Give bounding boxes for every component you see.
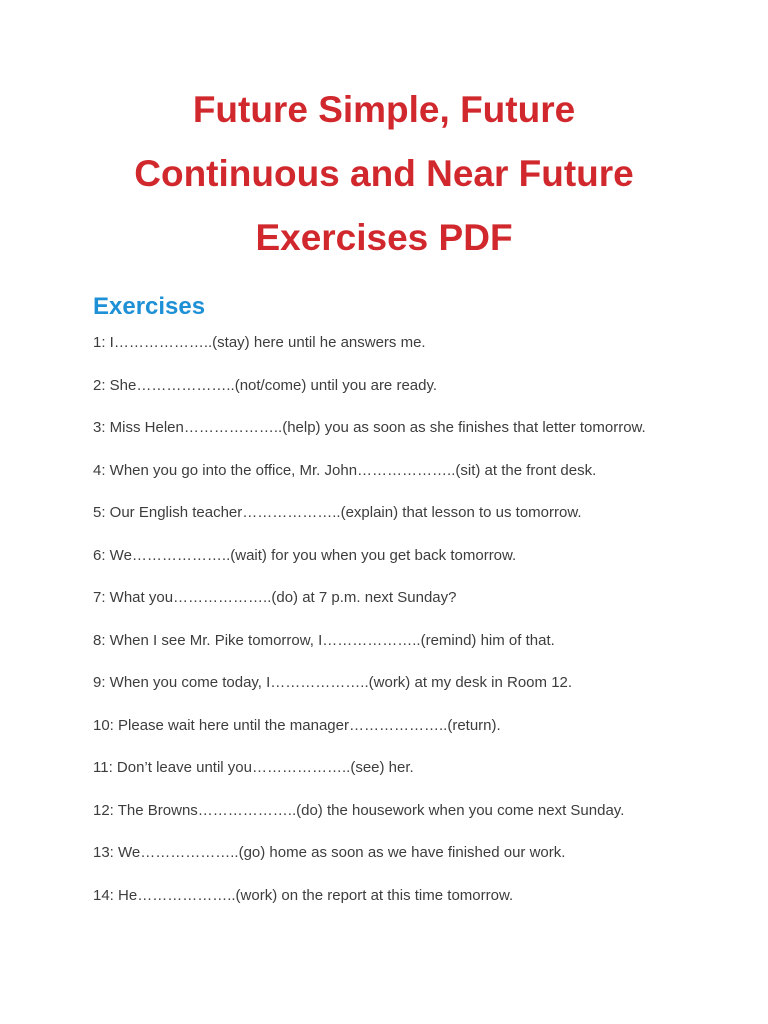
exercise-item-2: 2: She………………..(not/come) until you are ready. [93,376,438,394]
exercise-item-8: 8: When I see Mr. Pike tomorrow, I………………..(remind) him of that. [93,631,555,649]
page-title [64,78,704,270]
exercises-heading: Exercises [93,293,206,320]
exercise-item-4: 4: When you go into the office, Mr. John………………..(sit) at the front desk. [93,461,597,479]
exercise-item-1: 1: I………………..(stay) here until he answers me. [93,334,426,351]
exercise-list [93,331,733,926]
exercise-item-7: 7: What you………………..(do) at 7 p.m. next Sunday? [93,589,457,606]
exercise-item-6: 6: We………………..(wait) for you when you get back tomorrow. [93,546,517,564]
exercise-item-3: 3: Miss Helen………………..(help) you as soon as she finishes that letter tomorrow. [93,419,646,436]
exercise-item-11: 11: Don’t leave until you………………..(see) her. [93,759,414,776]
exercise-item-10: 10: Please wait here until the manager………………..(return). [93,716,501,734]
exercise-item-9: 9: When you come today, I………………..(work) at my desk in Room 12. [93,674,573,691]
exercise-item-14: 14: He………………..(work) on the report at this time tomorrow. [93,886,514,904]
exercise-item-5: 5: Our English teacher………………..(explain) that lesson to us tomorrow. [93,504,582,521]
exercise-item-13: 13: We………………..(go) home as soon as we have finished our work. [93,844,566,861]
title-line-2: Continuous and Near Future [134,153,634,194]
exercise-item-12: 12: The Browns………………..(do) the housework when you come next Sunday. [93,801,625,819]
title-line-1: Future Simple, Future [192,89,576,130]
title-line-3: Exercises PDF [255,217,513,258]
